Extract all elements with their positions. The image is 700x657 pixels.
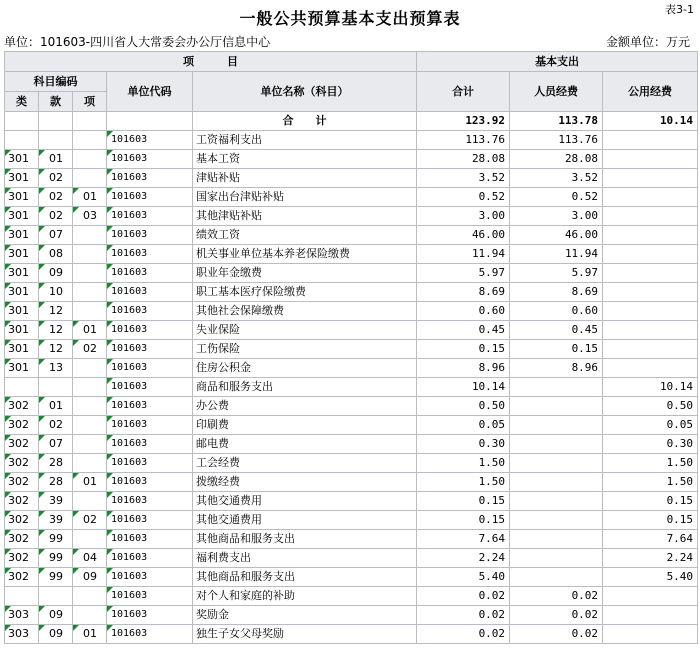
lei-cell: 302: [5, 549, 39, 568]
unit-code-cell: 101603: [107, 378, 193, 397]
table-row: [5, 625, 698, 644]
total-cell: 0.15: [417, 492, 510, 511]
kuan-cell: 01: [39, 397, 73, 416]
public-cell: [603, 226, 698, 245]
kuan-cell: [39, 378, 73, 397]
public-cell: [603, 625, 698, 644]
total-cell: 11.94: [417, 245, 510, 264]
lei-cell: 301: [5, 169, 39, 188]
personnel-cell: [510, 549, 603, 568]
kuan-cell: 39: [39, 511, 73, 530]
table-row: [5, 511, 698, 530]
total-cell: 0.15: [417, 511, 510, 530]
unit-name-cell: 邮电费: [193, 435, 417, 454]
lei-cell: [5, 131, 39, 150]
unit-name-cell: 工资福利支出: [193, 131, 417, 150]
amount-unit: 金额单位：万元: [605, 35, 690, 49]
total-cell: 8.96: [417, 359, 510, 378]
table-row: [5, 264, 698, 283]
xiang-cell: [73, 169, 107, 188]
public-cell: 0.30: [603, 435, 698, 454]
public-cell: [603, 169, 698, 188]
lei-cell: 302: [5, 473, 39, 492]
total-cell: 5.97: [417, 264, 510, 283]
public-cell: [603, 587, 698, 606]
total-cell: 5.40: [417, 568, 510, 587]
lei-cell: 301: [5, 188, 39, 207]
total-cell: 0.02: [417, 625, 510, 644]
kuan-cell: 09: [39, 625, 73, 644]
xiang-cell: [73, 131, 107, 150]
total-cell: 0.60: [417, 302, 510, 321]
kuan-cell: 02: [39, 207, 73, 226]
xiang-cell: [73, 302, 107, 321]
unit-code-cell: 101603: [107, 530, 193, 549]
xiang-cell: 01: [73, 473, 107, 492]
kuan-cell: 02: [39, 188, 73, 207]
table-row: [5, 492, 698, 511]
unit-name-cell: 国家出台津贴补贴: [193, 188, 417, 207]
unit-code-cell: 101603: [107, 568, 193, 587]
lei-cell: 302: [5, 397, 39, 416]
xiang-cell: [73, 359, 107, 378]
unit-code-cell: 101603: [107, 321, 193, 340]
public-cell: 1.50: [603, 473, 698, 492]
table-title: 一般公共预算基本支出预算表: [239, 9, 461, 28]
lei-cell: 301: [5, 264, 39, 283]
total-label: 合 计: [193, 112, 417, 131]
lei-cell: 302: [5, 454, 39, 473]
unit-code-cell: 101603: [107, 397, 193, 416]
xiang-cell: 02: [73, 340, 107, 359]
lei-cell: 301: [5, 340, 39, 359]
kuan-cell: 12: [39, 321, 73, 340]
unit-name-cell: 住房公积金: [193, 359, 417, 378]
total-row: [5, 112, 698, 131]
unit-name-cell: 其他社会保障缴费: [193, 302, 417, 321]
unit-name-cell: 拨缴经费: [193, 473, 417, 492]
xiang-cell: 01: [73, 321, 107, 340]
personnel-cell: [510, 492, 603, 511]
personnel-cell: 0.02: [510, 625, 603, 644]
public-cell: 1.50: [603, 454, 698, 473]
total-cell: 2.24: [417, 549, 510, 568]
personnel-cell: 0.45: [510, 321, 603, 340]
personnel-cell: 113.76: [510, 131, 603, 150]
personnel-cell: 3.52: [510, 169, 603, 188]
xiang-cell: [73, 587, 107, 606]
kuan-cell: [39, 131, 73, 150]
public-cell: [603, 359, 698, 378]
public-cell: [603, 283, 698, 302]
personnel-cell: 11.94: [510, 245, 603, 264]
lei-cell: 301: [5, 321, 39, 340]
unit-name-cell: 其他商品和服务支出: [193, 568, 417, 587]
table-row: [5, 397, 698, 416]
xiang-cell: [73, 264, 107, 283]
total-cell: 10.14: [417, 378, 510, 397]
public-cell: [603, 340, 698, 359]
total-cell: 46.00: [417, 226, 510, 245]
xiang-cell: [73, 416, 107, 435]
unit-name-cell: 独生子女父母奖励: [193, 625, 417, 644]
personnel-cell: [510, 568, 603, 587]
reporting-unit: 单位：101603-四川省人大常委会办公厅信息中心: [4, 35, 271, 49]
kuan-cell: 99: [39, 549, 73, 568]
table-row: [5, 606, 698, 625]
unit-name-cell: 其他商品和服务支出: [193, 530, 417, 549]
unit-name-cell: 津贴补贴: [193, 169, 417, 188]
xiang-cell: [73, 454, 107, 473]
kuan-cell: 09: [39, 606, 73, 625]
lei-cell: 301: [5, 283, 39, 302]
public-cell: 7.64: [603, 530, 698, 549]
unit-name-cell: 其他津贴补贴: [193, 207, 417, 226]
unit-name-cell: 福利费支出: [193, 549, 417, 568]
unit-name-cell: 工伤保险: [193, 340, 417, 359]
unit-code-cell: 101603: [107, 549, 193, 568]
unit-code-cell: 101603: [107, 606, 193, 625]
xiang-cell: 09: [73, 568, 107, 587]
total-cell: 1.50: [417, 454, 510, 473]
xiang-cell: [73, 397, 107, 416]
lei-cell: 301: [5, 150, 39, 169]
kuan-cell: 28: [39, 473, 73, 492]
lei-cell: 302: [5, 530, 39, 549]
item-header: 项 目: [5, 52, 417, 72]
personnel-cell: [510, 473, 603, 492]
table-row: [5, 530, 698, 549]
unit-code-cell: 101603: [107, 587, 193, 606]
personnel-cell: [510, 378, 603, 397]
xiang-cell: [73, 150, 107, 169]
public-cell: [603, 150, 698, 169]
unit-name-cell: 失业保险: [193, 321, 417, 340]
lei-cell: 301: [5, 226, 39, 245]
kuan-cell: 01: [39, 150, 73, 169]
unit-code-header: 单位代码: [107, 72, 193, 112]
public-cell: [603, 207, 698, 226]
unit-code-cell: 101603: [107, 188, 193, 207]
basic-expenditure-header: 基本支出: [417, 52, 698, 72]
table-row: [5, 473, 698, 492]
table-row: [5, 359, 698, 378]
personnel-cell: 8.96: [510, 359, 603, 378]
personnel-cell: 0.52: [510, 188, 603, 207]
unit-name-cell: 工会经费: [193, 454, 417, 473]
personnel-cell: 8.69: [510, 283, 603, 302]
xiang-cell: [73, 378, 107, 397]
public-cell: 0.05: [603, 416, 698, 435]
kuan-cell: 07: [39, 226, 73, 245]
unit-code-cell: 101603: [107, 283, 193, 302]
total-cell: 0.52: [417, 188, 510, 207]
xiang-cell: 04: [73, 549, 107, 568]
unit-name-cell: 基本工资: [193, 150, 417, 169]
lei-cell: 302: [5, 511, 39, 530]
personnel-cell: [510, 416, 603, 435]
kuan-cell: 07: [39, 435, 73, 454]
personnel-cell: 5.97: [510, 264, 603, 283]
personnel-cell: [510, 530, 603, 549]
kuan-cell: 99: [39, 530, 73, 549]
kuan-cell: 13: [39, 359, 73, 378]
kuan-cell: 02: [39, 169, 73, 188]
kuan-cell: 08: [39, 245, 73, 264]
unit-name-cell: 办公费: [193, 397, 417, 416]
unit-name-cell: 绩效工资: [193, 226, 417, 245]
kuan-cell: 39: [39, 492, 73, 511]
total-cell: 0.45: [417, 321, 510, 340]
lei-header: 类: [5, 92, 39, 112]
kuan-cell: 10: [39, 283, 73, 302]
kuan-cell: [39, 587, 73, 606]
total-cell: 8.69: [417, 283, 510, 302]
xiang-cell: [73, 283, 107, 302]
unit-code-cell: 101603: [107, 454, 193, 473]
lei-cell: 301: [5, 245, 39, 264]
unit-name-cell: 商品和服务支出: [193, 378, 417, 397]
total-header: 合计: [417, 72, 510, 112]
sheet-number: 表3-1: [665, 3, 694, 16]
unit-code-cell: 101603: [107, 207, 193, 226]
total-cell: 113.76: [417, 131, 510, 150]
xiang-header: 项: [73, 92, 107, 112]
personnel-cell: [510, 511, 603, 530]
table-row: [5, 454, 698, 473]
lei-cell: [5, 378, 39, 397]
table-row: [5, 131, 698, 150]
table-row: [5, 226, 698, 245]
total-cell: 0.50: [417, 397, 510, 416]
unit-code-cell: 101603: [107, 150, 193, 169]
unit-name-cell: 印刷费: [193, 416, 417, 435]
personnel-cell: 28.08: [510, 150, 603, 169]
unit-code-cell: 101603: [107, 264, 193, 283]
total-cell: 28.08: [417, 150, 510, 169]
lei-cell: [5, 587, 39, 606]
xiang-cell: 01: [73, 625, 107, 644]
public-header: 公用经费: [603, 72, 698, 112]
total-cell: 0.02: [417, 587, 510, 606]
table-row: [5, 549, 698, 568]
personnel-cell: 0.60: [510, 302, 603, 321]
total-cell: 1.50: [417, 473, 510, 492]
xiang-cell: [73, 245, 107, 264]
unit-code-cell: 101603: [107, 625, 193, 644]
unit-code-cell: 101603: [107, 302, 193, 321]
public-cell: [603, 606, 698, 625]
total-personnel: 113.78: [510, 112, 603, 131]
lei-cell: 303: [5, 625, 39, 644]
table-row: [5, 207, 698, 226]
table-row: [5, 245, 698, 264]
kuan-cell: 02: [39, 416, 73, 435]
unit-code-cell: 101603: [107, 511, 193, 530]
xiang-cell: 02: [73, 511, 107, 530]
personnel-cell: 0.02: [510, 606, 603, 625]
kuan-cell: 28: [39, 454, 73, 473]
table-row: [5, 321, 698, 340]
unit-name-cell: 职工基本医疗保险缴费: [193, 283, 417, 302]
unit-name-cell: 其他交通费用: [193, 511, 417, 530]
xiang-cell: [73, 606, 107, 625]
table-row: [5, 340, 698, 359]
unit-code-cell: 101603: [107, 245, 193, 264]
total-cell: 3.00: [417, 207, 510, 226]
lei-cell: 303: [5, 606, 39, 625]
lei-cell: 302: [5, 416, 39, 435]
lei-cell: 301: [5, 207, 39, 226]
table-row: [5, 302, 698, 321]
subject-code-header: 科目编码: [5, 72, 107, 92]
kuan-cell: 12: [39, 340, 73, 359]
table-row: [5, 568, 698, 587]
table-row: [5, 150, 698, 169]
table-row: [5, 283, 698, 302]
table-row: [5, 587, 698, 606]
total-cell: 0.30: [417, 435, 510, 454]
total-amount: 123.92: [417, 112, 510, 131]
public-cell: [603, 188, 698, 207]
public-cell: [603, 131, 698, 150]
public-cell: 0.50: [603, 397, 698, 416]
xiang-cell: [73, 530, 107, 549]
public-cell: [603, 302, 698, 321]
public-cell: [603, 245, 698, 264]
unit-name-cell: 奖励金: [193, 606, 417, 625]
table-row: [5, 416, 698, 435]
public-cell: [603, 264, 698, 283]
personnel-cell: 3.00: [510, 207, 603, 226]
lei-cell: 302: [5, 435, 39, 454]
personnel-cell: [510, 397, 603, 416]
lei-cell: 302: [5, 492, 39, 511]
unit-name-cell: 对个人和家庭的补助: [193, 587, 417, 606]
personnel-header: 人员经费: [510, 72, 603, 112]
personnel-cell: [510, 454, 603, 473]
public-cell: 0.15: [603, 492, 698, 511]
total-cell: 0.02: [417, 606, 510, 625]
table-row: [5, 435, 698, 454]
unit-code-cell: 101603: [107, 416, 193, 435]
personnel-cell: 46.00: [510, 226, 603, 245]
unit-name-cell: 机关事业单位基本养老保险缴费: [193, 245, 417, 264]
unit-code-cell: 101603: [107, 359, 193, 378]
lei-cell: 302: [5, 568, 39, 587]
xiang-cell: 03: [73, 207, 107, 226]
unit-code-cell: 101603: [107, 435, 193, 454]
total-cell: 3.52: [417, 169, 510, 188]
personnel-cell: [510, 435, 603, 454]
kuan-cell: 99: [39, 568, 73, 587]
public-cell: 5.40: [603, 568, 698, 587]
public-cell: 2.24: [603, 549, 698, 568]
public-cell: 0.15: [603, 511, 698, 530]
kuan-cell: 09: [39, 264, 73, 283]
xiang-cell: [73, 492, 107, 511]
table-row: [5, 169, 698, 188]
total-cell: 0.05: [417, 416, 510, 435]
total-cell: 7.64: [417, 530, 510, 549]
public-cell: [603, 321, 698, 340]
table-row: [5, 378, 698, 397]
unit-code-cell: 101603: [107, 473, 193, 492]
lei-cell: 301: [5, 359, 39, 378]
unit-name-cell: 职业年金缴费: [193, 264, 417, 283]
total-cell: 0.15: [417, 340, 510, 359]
unit-code-cell: 101603: [107, 131, 193, 150]
unit-code-cell: 101603: [107, 169, 193, 188]
unit-code-cell: 101603: [107, 226, 193, 245]
unit-name-header: 单位名称（科目）: [193, 72, 417, 112]
budget-table: [4, 51, 698, 644]
total-public: 10.14: [603, 112, 698, 131]
public-cell: 10.14: [603, 378, 698, 397]
xiang-cell: [73, 435, 107, 454]
kuan-header: 款: [39, 92, 73, 112]
personnel-cell: 0.15: [510, 340, 603, 359]
unit-code-cell: 101603: [107, 340, 193, 359]
table-row: [5, 188, 698, 207]
xiang-cell: [73, 226, 107, 245]
unit-code-cell: 101603: [107, 492, 193, 511]
lei-cell: 301: [5, 302, 39, 321]
personnel-cell: 0.02: [510, 587, 603, 606]
kuan-cell: 12: [39, 302, 73, 321]
xiang-cell: 01: [73, 188, 107, 207]
unit-name-cell: 其他交通费用: [193, 492, 417, 511]
